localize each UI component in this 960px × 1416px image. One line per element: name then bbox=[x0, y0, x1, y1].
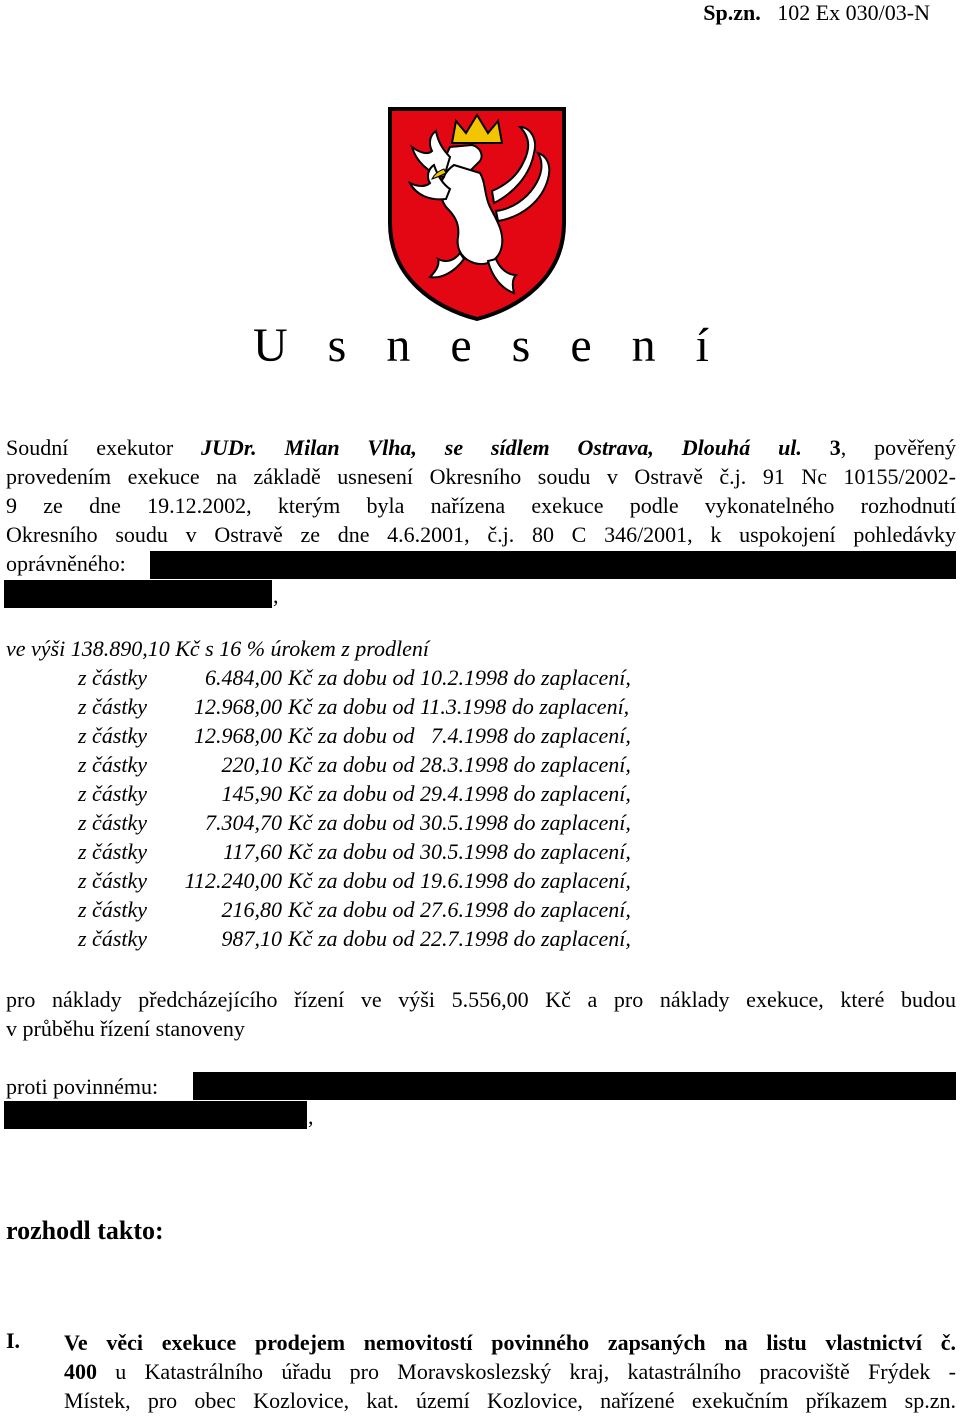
intro-line-2: provedením exekuce na základě usnesení Okresního soudu v Ostravě č.j. 91 Nc 10155/2002- bbox=[6, 464, 956, 489]
intro-text: Soudní exekutor bbox=[6, 435, 174, 460]
claim-row bbox=[78, 868, 631, 894]
case-reference-label: Sp.zn. bbox=[703, 0, 761, 25]
claim-row-amount: 145,90 bbox=[221, 781, 282, 806]
redacted-debtor-cont bbox=[4, 1101, 307, 1129]
claim-row bbox=[78, 723, 631, 749]
claim-row-period: Kč za dobu od 22.7.1998 do zaplacení, bbox=[288, 926, 631, 951]
claim-row-prefix: z částky bbox=[78, 839, 148, 864]
decision-heading: rozhodl takto: bbox=[6, 1216, 164, 1245]
creditor-label: oprávněného: bbox=[6, 551, 126, 576]
claim-row-amount: 6.484,00 bbox=[205, 665, 282, 690]
claim-row bbox=[78, 694, 629, 720]
claim-row-period: Kč za dobu od 27.6.1998 do zaplacení, bbox=[288, 897, 631, 922]
redacted-creditor-cont bbox=[4, 580, 272, 608]
claim-row-period: Kč za dobu od 7.4.1998 do zaplacení, bbox=[288, 723, 631, 748]
claim-row-period: Kč za dobu od 11.3.1998 do zaplacení, bbox=[288, 694, 630, 719]
section-1-line-2 bbox=[64, 1357, 956, 1386]
ownership-sheet-number: 400 bbox=[64, 1359, 97, 1384]
costs-line-2: v průběhu řízení stanoveny bbox=[6, 1016, 245, 1041]
claim-row-prefix: z částky bbox=[78, 694, 148, 719]
redacted-debtor bbox=[193, 1072, 956, 1100]
claim-row-prefix: z částky bbox=[78, 752, 148, 777]
case-reference bbox=[703, 0, 930, 26]
claim-row bbox=[78, 839, 631, 865]
street-number: 3 bbox=[829, 435, 841, 460]
claim-row bbox=[78, 926, 631, 952]
claim-row bbox=[78, 810, 631, 836]
claim-row-amount: 216,80 bbox=[221, 897, 282, 922]
claim-row-period: Kč za dobu od 10.2.1998 do zaplacení, bbox=[288, 665, 631, 690]
section-1-text: u Katastrálního úřadu pro Moravskoslezský kraj, katastrálního pracoviště Frýdek - bbox=[97, 1359, 956, 1384]
claim-row-period: Kč za dobu od 29.4.1998 do zaplacení, bbox=[288, 781, 631, 806]
section-numeral: I. bbox=[6, 1328, 21, 1353]
claim-row-amount: 112.240,00 bbox=[184, 868, 282, 893]
document-title: U s n e s e n í bbox=[253, 319, 723, 372]
claim-row-period: Kč za dobu od 28.3.1998 do zaplacení, bbox=[288, 752, 631, 777]
executor-name: JUDr. Milan Vlha, se sídlem Ostrava, Dlouhá ul. bbox=[201, 435, 802, 460]
claim-row-prefix: z částky bbox=[78, 810, 148, 835]
section-1-line-1: Ve věci exekuce prodejem nemovitostí povinného zapsaných na listu vlastnictví č. bbox=[64, 1330, 956, 1355]
intro-line-1 bbox=[6, 433, 956, 462]
claim-row bbox=[78, 897, 631, 923]
debtor-end-comma: , bbox=[308, 1104, 314, 1129]
claim-row-amount: 12.968,00 bbox=[194, 723, 282, 748]
claim-header: ve výši 138.890,10 Kč s 16 % úrokem z prodlení bbox=[6, 636, 430, 661]
claim-row-amount: 12.968,00 bbox=[194, 694, 282, 719]
claim-row-period: Kč za dobu od 30.5.1998 do zaplacení, bbox=[288, 839, 631, 864]
claim-row-amount: 987,10 bbox=[221, 926, 282, 951]
claim-row-prefix: z částky bbox=[78, 723, 148, 748]
intro-line-3: 9 ze dne 19.12.2002, kterým byla nařízena exekuce podle vykonatelného rozhodnutí bbox=[6, 493, 956, 518]
claim-row bbox=[78, 665, 631, 691]
claim-row-period: Kč za dobu od 30.5.1998 do zaplacení, bbox=[288, 810, 631, 835]
redacted-creditor bbox=[150, 551, 956, 579]
claim-row bbox=[78, 781, 631, 807]
czech-lion-coat-of-arms-icon bbox=[384, 103, 570, 323]
section-1-line-3: Místek, pro obec Kozlovice, kat. území Kozlovice, nařízené exekučním příkazem sp.zn. bbox=[64, 1388, 956, 1413]
claim-row-amount: 7.304,70 bbox=[205, 810, 282, 835]
intro-line-4: Okresního soudu v Ostravě ze dne 4.6.2001, č.j. 80 C 346/2001, k uspokojení pohledávky bbox=[6, 522, 956, 547]
intro-text: , pověřený bbox=[840, 435, 956, 460]
claim-row-period: Kč za dobu od 19.6.1998 do zaplacení, bbox=[288, 868, 631, 893]
claim-row bbox=[78, 752, 631, 778]
claim-row-prefix: z částky bbox=[78, 781, 148, 806]
debtor-label: proti povinnému: bbox=[6, 1074, 159, 1099]
claim-row-prefix: z částky bbox=[78, 897, 148, 922]
claim-row-prefix: z částky bbox=[78, 926, 148, 951]
claim-row-amount: 220,10 bbox=[221, 752, 282, 777]
creditor-end-comma: , bbox=[273, 583, 279, 608]
claim-row-amount: 117,60 bbox=[223, 839, 282, 864]
costs-line-1: pro náklady předcházejícího řízení ve výši 5.556,00 Kč a pro náklady exekuce, které budou bbox=[6, 987, 956, 1012]
claim-row-prefix: z částky bbox=[78, 665, 148, 690]
claim-row-prefix: z částky bbox=[78, 868, 148, 893]
case-reference-number: 102 Ex 030/03-N bbox=[777, 0, 930, 25]
